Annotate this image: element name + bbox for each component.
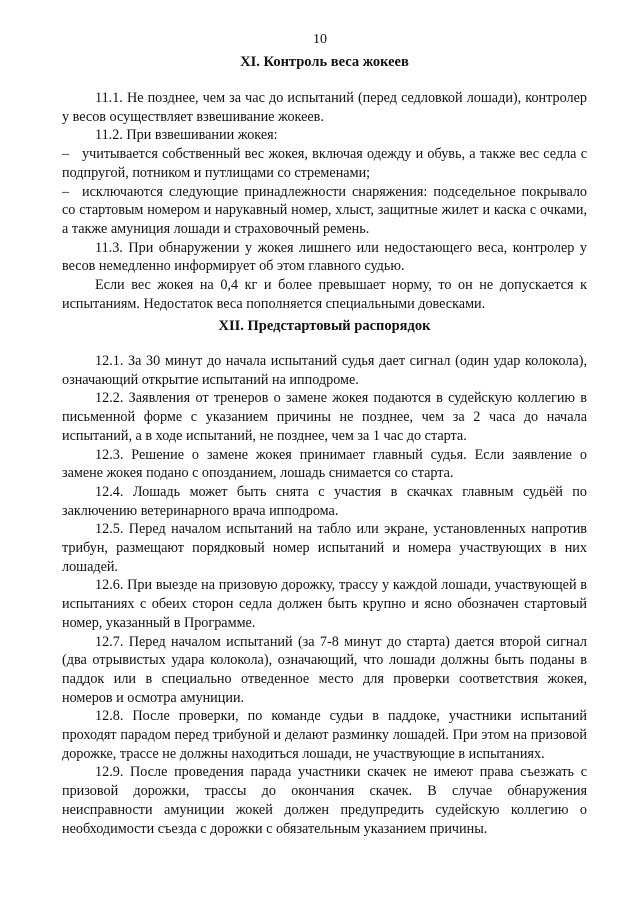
paragraph-11-3: 11.3. При обнаружении у жокея лишнего или недостающего веса, контролер у весов немедленно информирует об этом главного судью.	[62, 239, 587, 275]
dash-item-text: исключаются следующие принадлежности снаряжения: подседельное покрывало со стартовым номером и нарукавный номер, хлыст, защитные жилет и каска с очками, а также амуниция лошади и страховочный ремень.	[62, 183, 587, 237]
section-12-body	[62, 352, 587, 838]
paragraph-11-3-cont: Если вес жокея на 0,4 кг и более превышает норму, то он не допускается к испытаниям. Недостаток веса пополняется специальными довесками.	[62, 277, 587, 312]
paragraph-11-1: 11.1. Не позднее, чем за час до испытаний (перед седловкой лошади), контролер у весов осуществляет взвешивание жокеев.	[62, 90, 587, 125]
section-11-body	[62, 89, 587, 313]
paragraph-12-3: 12.3. Решение о замене жокея принимает главный судья. Если заявление о замене жокея подано с опозданием, лошадь снимается со старта.	[62, 446, 587, 482]
paragraph-12-6: 12.6. При выезде на призовую дорожку, трассу у каждой лошади, участвующей в испытаниях с обеих сторон седла должен быть крупно и ясно обозначен стартовый номер, указанный в Программе.	[62, 577, 587, 631]
section-11-title: XI. Контроль веса жокеев	[240, 54, 409, 70]
paragraph-11-2: 11.2. При взвешивании жокея:	[95, 127, 278, 144]
dash-marker: –	[62, 146, 70, 163]
paragraph-12-4: 12.4. Лошадь может быть снята с участия в скачках главным судьёй по заключению ветеринарного врача ипподрома.	[62, 483, 587, 519]
paragraph-12-7: 12.7. Перед началом испытаний (за 7-8 минут до старта) дается второй сигнал (два отрывистых удара колокола), означающий, что лошади должны быть поданы в паддок или в специально отведенное место для проверки соответствия жокея, номеров и осмотра амуниции.	[62, 633, 587, 706]
paragraph-12-1: 12.1. За 30 минут до начала испытаний судья дает сигнал (один удар колокола), означающий открытие испытаний на ипподроме.	[62, 353, 587, 388]
dash-item-1	[62, 145, 587, 182]
page-number: 10	[313, 32, 327, 47]
section-12-title: XII. Предстартовый распорядок	[218, 318, 431, 334]
paragraph-12-2: 12.2. Заявления от тренеров о замене жокея подаются в судейскую коллегию в письменной форме с указанием причины не позднее, чем за 2 часа до начала испытаний, а в ходе испытаний, не позднее, чем за 1 час до старта.	[62, 390, 587, 444]
dash-marker: –	[62, 183, 70, 200]
dash-item-text: учитывается собственный вес жокея, включая одежду и обувь, а также вес седла с подпругой, потником и путлищами со стременами;	[62, 146, 587, 181]
paragraph-12-9: 12.9. После проведения парада участники скачек не имеют права съезжать с призовой дорожки, трассы до окончания скачек. В случае обнаружения неисправности амуниции жокей должен предупредить судейскую коллегию о необходимости съезда с дорожки с обязательным указанием причины.	[62, 764, 587, 837]
paragraph-12-5: 12.5. Перед началом испытаний на табло или экране, установленных напротив трибун, размещают порядковый номер испытаний и номера участвующих в них лошадей.	[62, 521, 587, 575]
paragraph-12-8: 12.8. После проверки, по команде судьи в паддоке, участники испытаний проходят парадом перед трибуной и делают разминку лошадей. При этом на призовой дорожке, трассе не должны находиться лошади, не участвующие в испытаниях.	[62, 708, 587, 762]
dash-item-2	[62, 183, 587, 239]
